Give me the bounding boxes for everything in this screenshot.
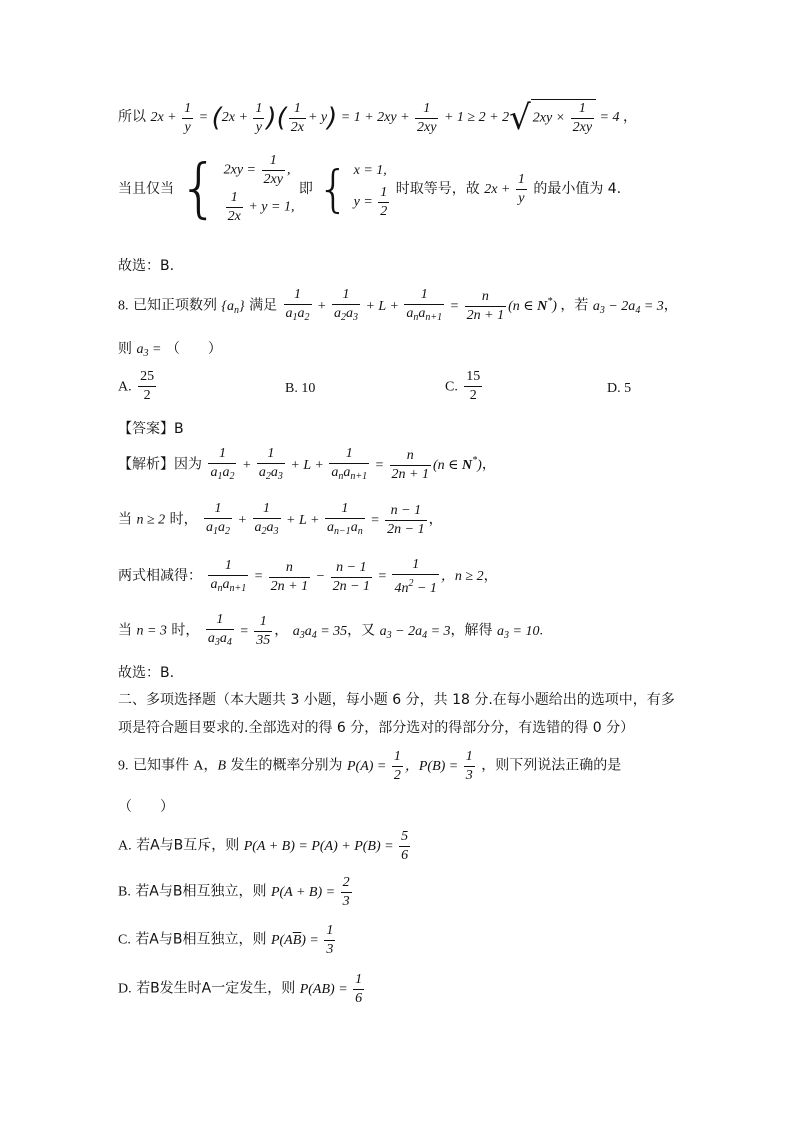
text-guxuan-2: 故选：B. (118, 665, 175, 681)
analysis-line-3: 两式相减得： $\frac{1}{a_na_{n+1}}$ = $\frac{n}{2n + 1}$ − $\frac{n - 1}{2n - 1}$ = $\frac{1}{4n^2 - 1}$ ，n ≥ 2， (118, 557, 498, 596)
question-9: 9. 已知事件 A，B 发生的概率分别为 P(A) = $\frac{1}{2}$ ，P(B) = $\frac{1}{3}$ ，则下列说法正确的是 (118, 749, 622, 783)
text-suoyi: 所以 (118, 109, 146, 126)
line-inequality: 所以 2x + $\frac{1}{y}$ = (2x + $\frac{1}{y}$ )( $\frac{1}{2x}$ + y) = 1 + 2xy + $\frac{1}{2xy}$ + 1 ≥ 2 + 2√ 2xy × $\frac{1}{2xy}$ = 4 ， (118, 98, 637, 138)
section-2-heading-2: 项是符合题目要求的.全部选对的得 6 分，部分选对的得部分分，有选错的得 0 分） (118, 720, 635, 736)
option-d[interactable]: D. 5 (607, 381, 632, 396)
equation-system: 2xy = $\frac{1}{2xy}$ , $\frac{1}{2x}$ + y = 1, (223, 153, 295, 224)
question-8: 8. 已知正项数列 $\{a_n\}$ 满足 $\frac{1}{a_1a_2}$ + $\frac{1}{a_2a_3}$ + L + $\frac{1}{a_na_{n+1}}$ = $\frac{n}{2n + 1}$ (n ∈ N*) ，若 $a_3 - 2a_4 = 3$， (118, 287, 678, 323)
analysis-line-2: 当 n ≥ 2 时， $\frac{1}{a_1a_2}$ + $\frac{1}{a_2a_3}$ + L + $\frac{1}{a_{n-1}a_n}$ = $\frac{n - 1}{2n - 1}$ ， (118, 501, 443, 537)
option-9d[interactable]: D. 若B发生时A一定发生，则 P(AB) = $\frac{1}{6}$ (118, 972, 363, 1006)
fraction: $\frac{1}{2xy}$ (572, 101, 593, 135)
option-c[interactable]: C. $\frac{15}{2}$ (445, 369, 481, 403)
answer: 【答案】B (118, 421, 184, 437)
text-guxuan: 故选：B. (118, 258, 175, 274)
option-a[interactable]: A. $\frac{25}{2}$ (118, 369, 155, 403)
fraction: $\frac{1}{2x}$ (290, 100, 304, 135)
solution-system: x = 1, y = $\frac{1}{2}$ (353, 162, 388, 219)
section-2-heading-1: 二、多项选择题（本大题共 3 小题，每小题 6 分，共 18 分.在每小题给出的选项中，有多 (118, 692, 675, 708)
option-9a[interactable]: A. 若A与B互斥，则 P(A + B) = P(A) + P(B) = $\frac{5}{6}$ (118, 829, 409, 863)
question-9-blank: （ ） (118, 799, 174, 815)
question-8-line2: 则 $a_3$ = （ ） (118, 341, 222, 359)
analysis-line-1: 【解析】因为 $\frac{1}{a_1a_2}$ + $\frac{1}{a_2a_3}$ + L + $\frac{1}{a_na_{n+1}}$ = $\frac{n}{2n + 1}$ (n ∈ N*)， (118, 446, 496, 482)
option-9c[interactable]: C. 若A与B相互独立，则 $P(A\overline{B})$ = $\frac{1}{3}$ (118, 923, 334, 957)
formula: 2x + $\frac{1}{y}$ = (2x + $\frac{1}{y}$ )( $\frac{1}{2x}$ + y) = 1 + 2xy + $\frac{1}{2xy}$ + 1 ≥ 2 + 2√ 2xy × $\frac{1}{2xy}$ = 4 (150, 98, 620, 138)
line-equality-condition: 当且仅当 { 2xy = $\frac{1}{2xy}$ , $\frac{1}{2x}$ + y = 1, 即 { x = 1, y = $\frac{1}{2}$ 时取等号，故 2x + $\frac{1}{y}$ 的最小值为 4. (118, 152, 622, 226)
fraction: $\frac{1}{y}$ (255, 100, 263, 135)
option-9b[interactable]: B. 若A与B相互独立，则 P(A + B) = $\frac{2}{3}$ (118, 875, 350, 909)
fraction: $\frac{1}{y}$ (184, 100, 192, 135)
analysis-line-4: 当 n = 3 时， $\frac{1}{a_3a_4}$ = $\frac{1}{35}$ ， $a_3a_4 = 35$，又 $a_3 - 2a_4 = 3$，解得 $a_3 = 10$. (118, 612, 543, 648)
option-b[interactable]: B. 10 (285, 381, 316, 396)
fraction: $\frac{1}{2xy}$ (417, 100, 437, 135)
